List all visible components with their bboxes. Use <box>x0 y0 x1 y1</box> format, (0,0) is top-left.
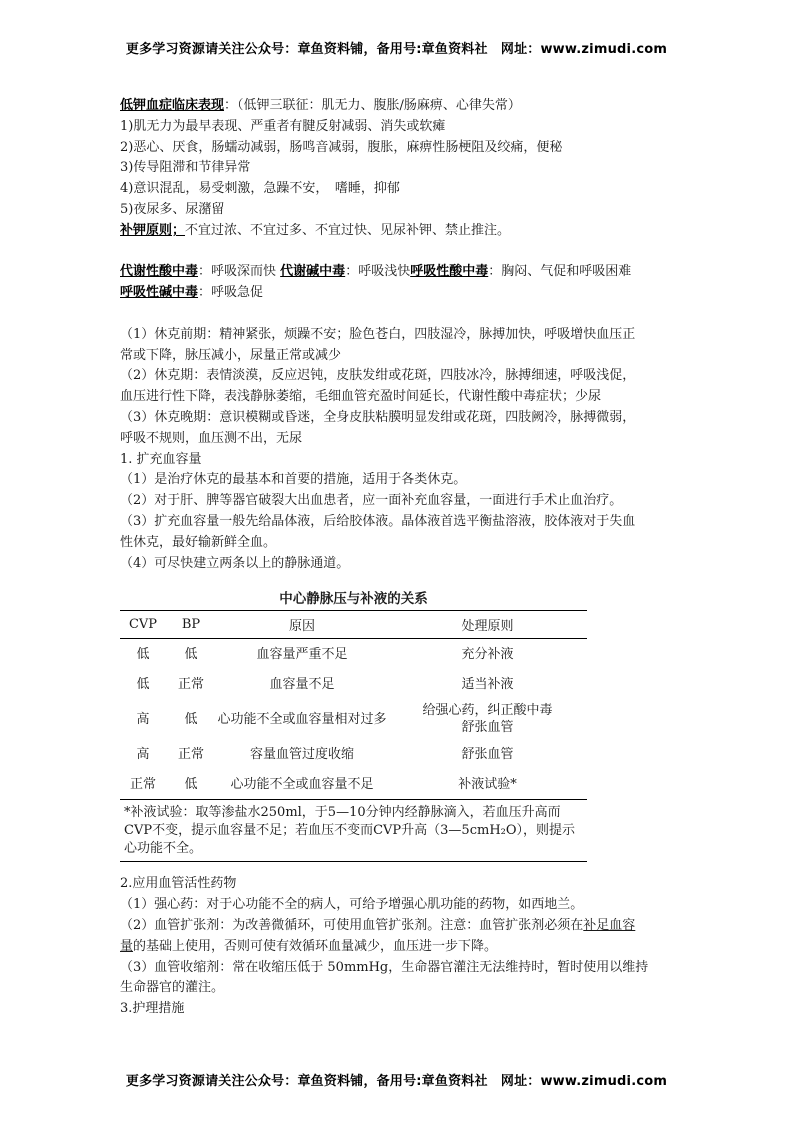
cell-bp: 正常 <box>177 676 204 692</box>
table-row <box>120 669 587 699</box>
table-header-row <box>120 611 587 639</box>
volume-expansion-line: （3）扩充血容量一般先给晶体液，后给胶体液。晶体液首选平衡盐溶液，胶体液对于失血 <box>120 513 636 529</box>
cell-action-line-1: 给强心药，纠正酸中毒 <box>422 703 553 719</box>
cell-cvp: 低 <box>136 676 150 692</box>
page-footer: 更多学习资源请关注公众号：章鱼资料铺，备用号:章鱼资料社 网址：www.zimudi.com <box>125 1074 668 1089</box>
vasoactive-heading: 2.应用血管活性药物 <box>120 876 237 892</box>
cell-action: 充分补液 <box>461 646 514 662</box>
hypokalemia-item: 2)恶心、厌食，肠蠕动减弱，肠鸣音减弱，腹胀，麻痹性肠梗阻及绞痛，便秘 <box>120 139 563 155</box>
cell-action <box>388 699 587 739</box>
metabolic-alkalosis-label: 代谢碱中毒 <box>280 264 346 280</box>
acid-base-line-2 <box>120 283 680 304</box>
cell-cvp: 高 <box>136 746 150 762</box>
cell-cause: 心功能不全或血容量不足 <box>216 769 388 800</box>
cvp-table-title: 中心静脉压与补液的关系 <box>279 591 428 608</box>
vasoactive-line: （1）强心药：对于心功能不全的病人，可给予增强心肌功能的药物，如西地兰。 <box>120 897 584 913</box>
volume-expansion-heading: 1. 扩充血容量 <box>120 451 202 467</box>
hypokalemia-title: 低钾血症临床表现 <box>120 98 225 113</box>
vasoactive-line <box>120 937 680 958</box>
vasoactive-l3-text: 的基础上使用，否则可使有效循环血量减少，血压进一步下降。 <box>133 938 498 954</box>
cell-bp: 低 <box>184 646 198 662</box>
cell-bp: 低 <box>166 769 216 800</box>
hypokalemia-item: 5)夜尿多、尿潴留 <box>120 201 225 217</box>
table-row <box>120 639 587 670</box>
hypokalemia-title-note: ：（低钾三联征：肌无力、腹胀/肠麻痹、心律失常） <box>224 98 521 113</box>
vasoactive-line: 生命器官的灌注。 <box>120 980 225 996</box>
cvp-table <box>120 610 587 800</box>
shock-stage-line: （1）休克前期：精神紧张，烦躁不安；脸色苍白，四肢湿冷，脉搏加快，呼吸增快血压正 <box>120 326 636 342</box>
hypokalemia-item: 1)肌无力为最早表现、严重者有腱反射减弱、消失或软瘫 <box>120 118 446 134</box>
volume-expansion-line: （2）对于肝、脾等器官破裂大出血患者，应一面补充血容量，一面进行手术止血治疗。 <box>120 493 623 509</box>
hypokalemia-heading <box>120 96 680 117</box>
vasoactive-l2-underlined: 补足血容 <box>583 917 636 933</box>
respiratory-acidosis-label: 呼吸性酸中毒 <box>410 264 489 280</box>
respiratory-alkalosis-text: ：呼吸急促 <box>198 285 264 301</box>
col-header-bp: BP <box>166 611 216 639</box>
cell-bp: 低 <box>184 711 198 727</box>
col-header-action: 处理原则 <box>388 611 587 639</box>
table-row <box>120 699 587 739</box>
hypokalemia-item: 4)意识混乱，易受刺激，急躁不安， 嗜睡，抑郁 <box>120 181 400 197</box>
respiratory-acidosis-text: ：胸闷、气促和呼吸困难 <box>488 264 632 280</box>
shock-stage-line: 常或下降，脉压减小，尿量正常或减少 <box>120 347 342 363</box>
cell-cvp: 低 <box>136 646 150 662</box>
shock-stage-line: （3）休克晚期：意识模糊或昏迷，全身皮肤粘膜明显发绀或花斑，四肢阙冷，脉搏微弱， <box>120 409 636 425</box>
volume-expansion-line: （1）是治疗休克的最基本和首要的措施，适用于各类休克。 <box>120 472 467 488</box>
respiratory-alkalosis-label: 呼吸性碱中毒 <box>120 285 199 301</box>
vasoactive-line <box>120 916 680 937</box>
metabolic-acidosis-label: 代谢性酸中毒 <box>120 264 199 280</box>
cell-cause: 容量血管过度收缩 <box>249 746 354 762</box>
table-row <box>120 769 587 800</box>
vasoactive-line: （3）血管收缩剂：常在收缩压低于 50mmHg，生命器官灌注无法维持时，暂时使用以维持 <box>120 959 649 975</box>
volume-expansion-line: 性休克，最好输新鲜全血。 <box>120 534 277 550</box>
cell-cause: 血容量不足 <box>269 676 335 692</box>
page-header: 更多学习资源请关注公众号：章鱼资料铺，备用号:章鱼资料社 网址：www.zimudi.com <box>125 42 668 57</box>
acid-base-line-1 <box>120 262 680 283</box>
cell-action: 适当补液 <box>461 676 514 692</box>
shock-stage-line: 血压进行性下降，表浅静脉萎缩，毛细血管充盈时间延长，代谢性酸中毒症状；少尿 <box>120 389 602 405</box>
fluid-challenge-note: *补液试验：取等渗盐水250ml，于5—10分钟内经静脉滴入，若血压升高而CVP不变，提示血容量不足；若血压不变而CVP升高（3—5cmH₂O），则提示心功能不全。 <box>120 800 587 862</box>
volume-expansion-line: （4）可尽快建立两条以上的静脉通道。 <box>120 555 350 571</box>
col-header-cause: 原因 <box>216 611 388 639</box>
nursing-measures-heading: 3.护理措施 <box>120 1001 185 1017</box>
potassium-principle <box>120 221 680 242</box>
cell-cvp: 正常 <box>120 769 166 800</box>
table-row <box>120 739 587 769</box>
hypokalemia-item: 3)传导阻滞和节律异常 <box>120 160 251 176</box>
vasoactive-l2-text: （2）血管扩张剂：为改善微循环，可使用血管扩张剂。注意：血管扩张剂必须在 <box>120 917 584 933</box>
cell-action: 舒张血管 <box>461 746 514 762</box>
col-header-cvp: CVP <box>120 611 166 639</box>
cell-action: 补液试验* <box>388 769 587 800</box>
shock-stage-line: 呼吸不规则，血压测不出，无尿 <box>120 430 303 446</box>
shock-stage-line: （2）休克期：表情淡漠，反应迟钝，皮肤发绀或花斑，四肢冰冷，脉搏细速，呼吸浅促， <box>120 368 636 384</box>
potassium-principle-label: 补钾原则； <box>120 222 186 238</box>
potassium-principle-text: 不宜过浓、不宜过多、不宜过快、见尿补钾、禁止推注。 <box>185 222 511 238</box>
cell-cvp: 高 <box>136 711 150 727</box>
metabolic-acidosis-text: ：呼吸深而快 <box>198 264 277 280</box>
cell-cause: 心功能不全或血容量相对过多 <box>217 711 387 727</box>
cell-action-line-2: 舒张血管 <box>461 720 514 736</box>
cell-cause: 血容量严重不足 <box>256 646 348 662</box>
metabolic-alkalosis-text: ：呼吸浅快 <box>345 264 411 280</box>
document-body <box>120 96 680 1020</box>
vasoactive-l3-underlined: 量 <box>120 938 134 954</box>
cell-bp: 正常 <box>177 746 204 762</box>
